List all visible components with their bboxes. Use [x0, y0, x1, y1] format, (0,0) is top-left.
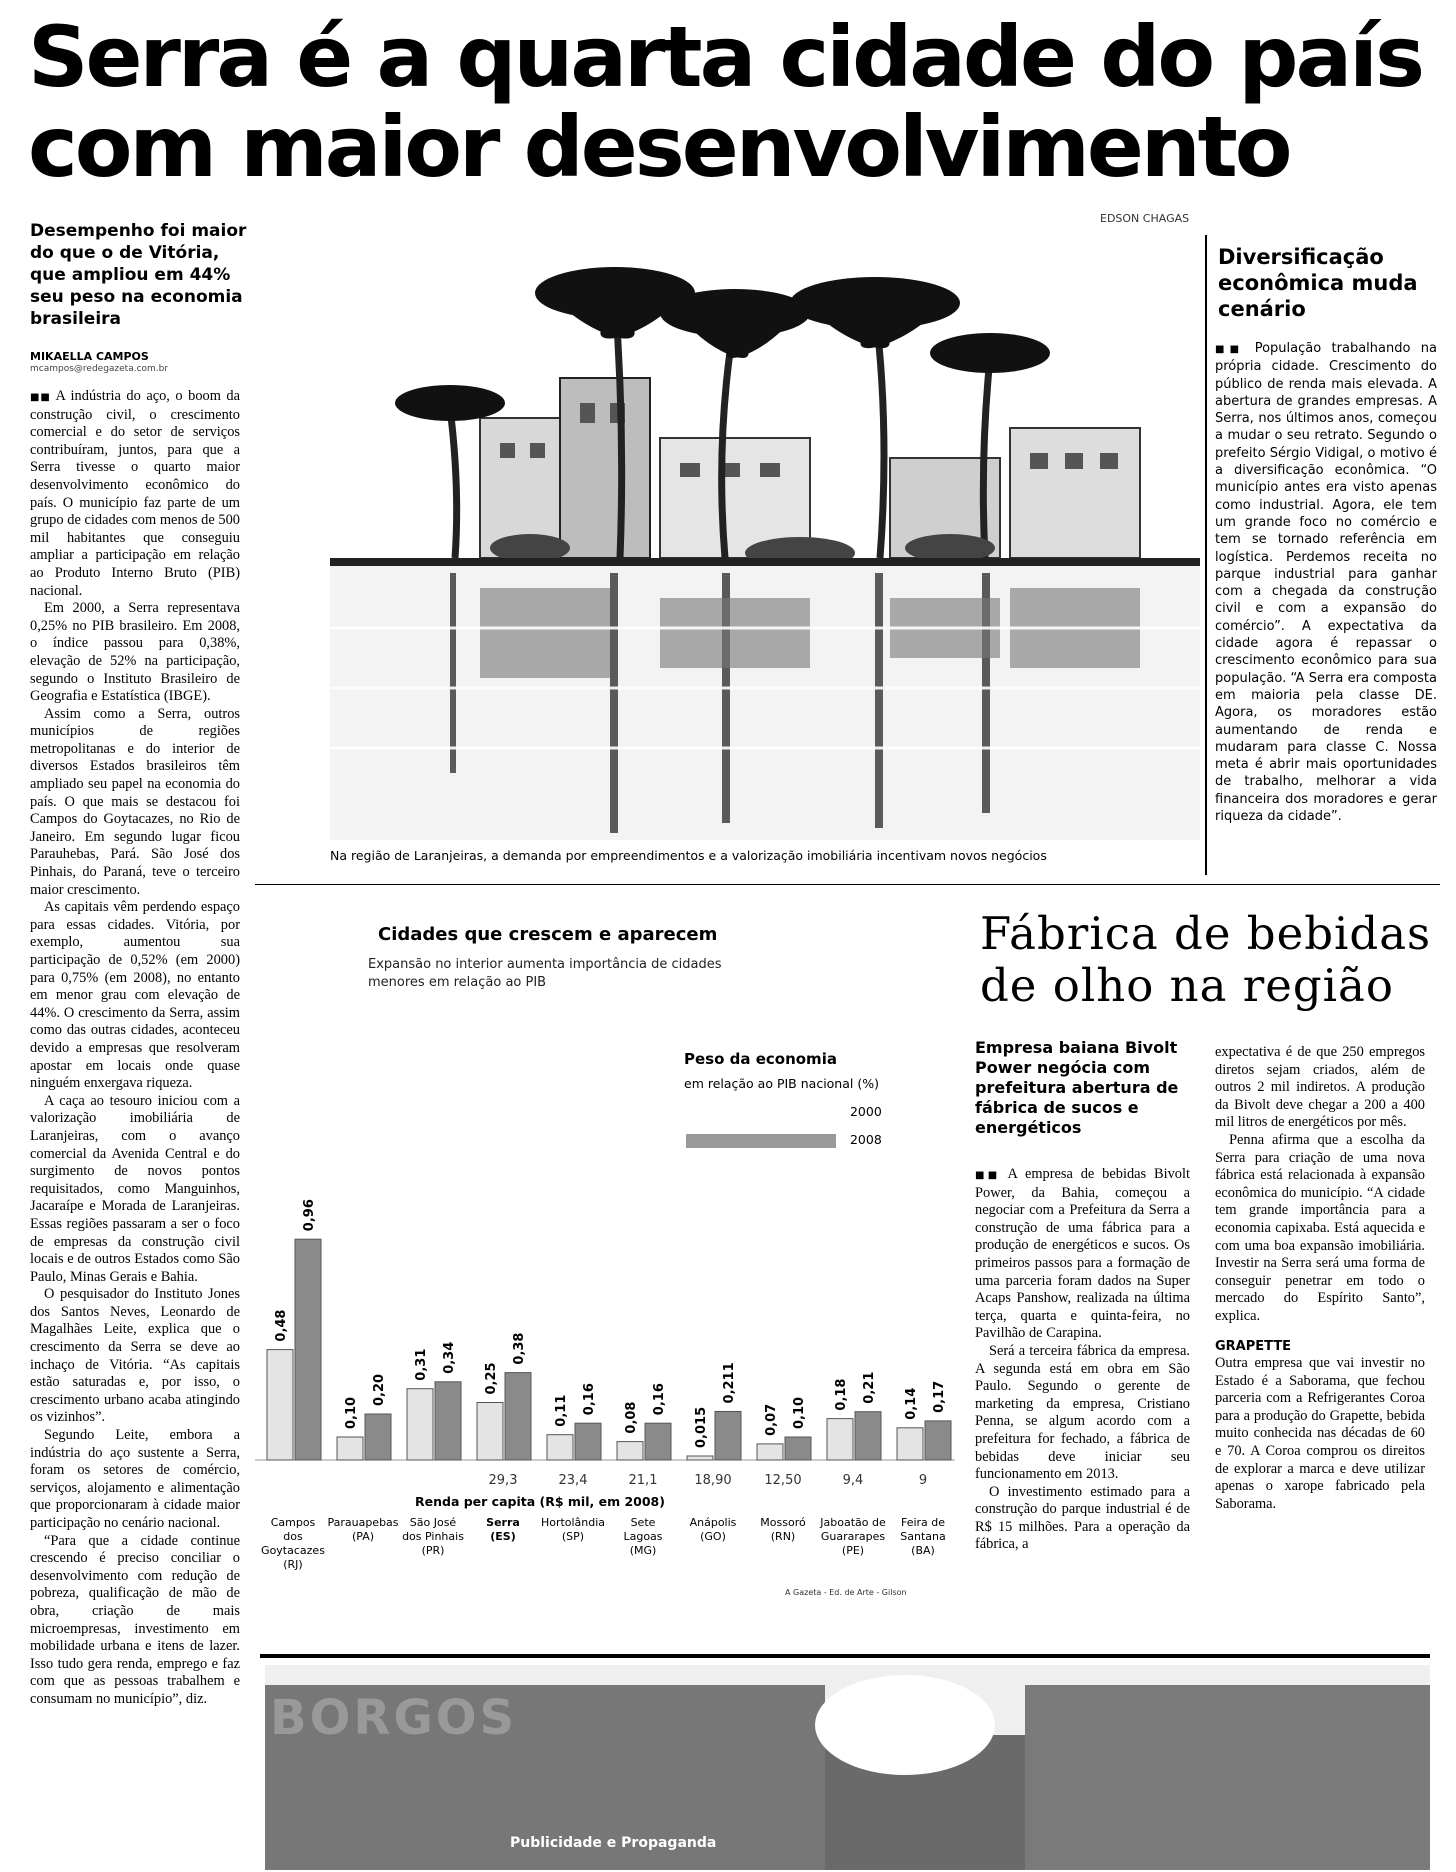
- category-label: (SP): [561, 1530, 585, 1543]
- bar-2008: [575, 1423, 601, 1460]
- category-label: (PA): [351, 1530, 375, 1543]
- bullet-icon: ■■: [30, 392, 51, 403]
- category-label: (RN): [770, 1530, 796, 1543]
- bar-2000: [687, 1456, 713, 1460]
- footer-rule: [260, 1654, 1430, 1658]
- renda-value: 29,3: [488, 1473, 518, 1488]
- renda-value: 9,4: [842, 1473, 864, 1488]
- category-label: Parauapebas: [327, 1516, 399, 1529]
- legend-subtitle: em relação ao PIB nacional (%): [684, 1076, 879, 1091]
- photo-credit: EDSON CHAGAS: [1100, 212, 1190, 225]
- article-paragraph: Será a terceira fábrica da empresa. A segunda está em obra em São Paulo. Segundo o gerente de marketing da empresa, Cristiano Penna, se algum acordo com a prefeitura for fechado, a fábrica de bebidas deve iniciar seu funcionamento em 2013.: [975, 1342, 1190, 1483]
- category-label: (RJ): [283, 1558, 303, 1571]
- footer-ad-tagline: Publicidade e Propaganda: [510, 1835, 717, 1851]
- sidebar-title: Diversificação econômica muda cenário: [1218, 245, 1418, 321]
- category-label: Lagoas: [623, 1530, 663, 1543]
- legend-title: Peso da economia: [684, 1050, 837, 1068]
- bar-value-label: 0,31: [414, 1348, 429, 1381]
- bar-value-label: 0,16: [652, 1383, 667, 1416]
- category-label: Feira de: [900, 1516, 946, 1529]
- article-paragraph: O investimento estimado para a construção do parque industrial é de R$ 15 milhões. Para a operação da fábrica, a: [975, 1483, 1190, 1553]
- category-label: (ES): [490, 1530, 516, 1543]
- bar-value-label: 0,07: [764, 1403, 779, 1436]
- category-label: Jaboatão de: [820, 1516, 886, 1529]
- article-paragraph: A caça ao tesouro iniciou com a valorização imobiliária de Laranjeiras, com o avanço comercial da Avenida Central e do surgimento de novos pontos requisitados, como Manguinhos, Jacaraípe e Morada de Laranjeiras. Essas regiões passaram a ser o foco de empresas da construção civil locais e de outros Estados como São Paulo, Minas Gerais e Bahia.: [30, 1092, 240, 1285]
- bar-2000: [407, 1389, 433, 1460]
- section-divider: [255, 884, 1440, 885]
- headline-line-1: Serra é a quarta cidade do país: [28, 8, 1422, 106]
- bar-2008: [295, 1239, 321, 1460]
- article-paragraph: Penna afirma que a escolha da Serra para criação de uma nova fábrica está relacionada à expansão econômica do município. “A cidade tem grande importância para a economia capixaba. Está aquecida e com uma boa expansão imobiliária. Investir na Serra será uma forma de conseguir penetrar em todo o mercado do Espírito Santo”, explica.: [1215, 1131, 1425, 1324]
- photo-laranjeiras: [330, 228, 1200, 840]
- sidebar-divider: [1205, 235, 1207, 875]
- category-label: Anápolis: [689, 1516, 737, 1529]
- bar-2000: [897, 1428, 923, 1460]
- bar-2000: [827, 1419, 853, 1460]
- chart-title: Cidades que crescem e aparecem: [378, 924, 718, 945]
- subhead-grapette: GRAPETTE: [1215, 1338, 1292, 1354]
- article-paragraph: Outra empresa que vai investir no Estado é a Saborama, que fechou parceria com a Refrigerantes Coroa para a produção do Grapette, bebida muito conhecida nas décadas de 60 e 70. A Coroa comprou os direitos de explorar a marca e deve utilizar apenas o xarope fabricado pela Saborama.: [1215, 1355, 1425, 1512]
- headline: [28, 8, 1428, 196]
- second-article-deck: Empresa baiana Bivolt Power negócia com prefeitura abertura de fábrica de sucos e energéticos: [975, 1038, 1179, 1137]
- article-paragraph: “Para que a cidade continue crescendo é preciso conciliar o desenvolvimento com redução de pobreza, qualificação de mão de obra, criação de mais microempresas, investimento em mobilidade urbana e itens de lazer. Isso tudo gera renda, emprego e faz com que as pessoas trabalhem e consumam no município”, diz.: [30, 1532, 240, 1707]
- bar-value-label: 0,10: [344, 1396, 359, 1429]
- bar-2000: [547, 1435, 573, 1460]
- bar-2008: [505, 1373, 531, 1460]
- category-label: Serra: [486, 1516, 520, 1529]
- bar-2008: [785, 1437, 811, 1460]
- bar-2000: [617, 1442, 643, 1460]
- bar-value-label: 0,96: [302, 1199, 317, 1232]
- bullet-icon: ■■: [1215, 344, 1245, 355]
- bar-2008: [365, 1414, 391, 1460]
- category-label: (GO): [700, 1530, 726, 1543]
- bar-value-label: 0,10: [792, 1396, 807, 1429]
- category-label: (MG): [629, 1544, 657, 1557]
- byline: MIKAELLA CAMPOS: [30, 350, 149, 363]
- bar-value-label: 0,14: [904, 1387, 919, 1420]
- bar-value-label: 0,38: [512, 1332, 527, 1365]
- bar-2008: [435, 1382, 461, 1460]
- article-paragraph: ■■ A empresa de bebidas Bivolt Power, da Bahia, começou a negociar com a Prefeitura da Serra a construção de uma fábrica para a produção de energéticos e sucos. Os primeiros passos para a formação de uma parceria foram dados na Super Acaps Panshow, realizada na última terça, quarta e quinta-feira, no Pavilhão de Carapina.: [975, 1166, 1190, 1342]
- bar-2000: [267, 1350, 293, 1460]
- article-paragraph: Segundo Leite, embora a indústria do aço sustente a Serra, foram os setores de comércio, serviços, alojamento e alimentação que proporcionaram à cidade maior participação no cenário nacional.: [30, 1427, 240, 1531]
- bar-2000: [477, 1403, 503, 1461]
- bar-value-label: 0,17: [932, 1380, 947, 1413]
- article-paragraph: expectativa é de que 250 empregos diretos sejam criados, além de outros 2 mil indiretos. A produção da Bivolt deve chegar a 200 a 400 mil litros de energéticos por mês.: [1215, 1044, 1425, 1131]
- bar-value-label: 0,015: [694, 1406, 709, 1448]
- bar-2008: [855, 1412, 881, 1460]
- bar-2008: [715, 1411, 741, 1460]
- bar-value-label: 0,18: [834, 1378, 849, 1411]
- category-label: dos Pinhais: [402, 1530, 464, 1543]
- bar-value-label: 0,16: [582, 1383, 597, 1416]
- bar-value-label: 0,21: [862, 1371, 877, 1404]
- bar-2008: [925, 1421, 951, 1460]
- category-label: Goytacazes: [261, 1544, 325, 1557]
- bar-2008: [645, 1423, 671, 1460]
- article-paragraph: ■■ A indústria do aço, o boom da construção civil, o crescimento comercial e do setor de serviços contribuíram, juntos, para que a Serra tivesse o quarto maior desenvolvimento econômico do país. O município faz parte de um grupo de cidades com menos de 500 mil habitantes que conseguiu ampliar a participação em relação ao Produto Interno Bruto (PIB) nacional.: [30, 388, 240, 599]
- renda-value: 12,50: [764, 1473, 802, 1488]
- category-label: (PR): [421, 1544, 445, 1557]
- bar-value-label: 0,11: [554, 1394, 569, 1427]
- chart-canvas: [255, 900, 955, 1600]
- chart-source: A Gazeta - Ed. de Arte - Gilson: [785, 1588, 907, 1597]
- bar-value-label: 0,25: [484, 1362, 499, 1395]
- category-label: São José: [409, 1516, 457, 1529]
- legend-entry-2008: 2008: [686, 1132, 882, 1148]
- bar-value-label: 0,48: [274, 1309, 289, 1342]
- category-label: Hortolândia: [540, 1516, 606, 1529]
- category-label: Campos: [270, 1516, 316, 1529]
- article-paragraph: O pesquisador do Instituto Jones dos Santos Neves, Leonardo de Magalhães Leite, explica que o crescimento da Serra se deve ao inchaço de Vitória. “As capitais estão saturadas e, por isso, o crescimento urbano acaba atingindo os vizinhos”.: [30, 1286, 240, 1426]
- renda-value: 18,90: [694, 1473, 732, 1488]
- second-article-col1: [975, 1166, 1190, 1554]
- byline-email[interactable]: mcampos@redegazeta.com.br: [30, 364, 169, 374]
- article-deck: Desempenho foi maior do que o de Vitória, que ampliou em 44% seu peso na economia brasileira: [30, 221, 247, 329]
- category-label: dos: [283, 1530, 303, 1543]
- category-label: Guararapes: [820, 1530, 886, 1543]
- bar-2000: [337, 1437, 363, 1460]
- category-label: Santana: [900, 1530, 946, 1543]
- renda-axis-label: Renda per capita (R$ mil, em 2008): [415, 1494, 665, 1509]
- sidebar-body: ■■ População trabalhando na própria cidade. Crescimento do público de renda mais elevada. A abertura de grandes empresas. A Serra, nos últimos anos, começou a mudar o seu retrato. Segundo o prefeito Sérgio Vidigal, o motivo é a diversificação econômica. “O município antes era visto apenas como industrial. Agora, ele tem um grande foco no comércio e tem se tornado referência em logística. Perdemos receita no parque industrial para ganhar com a chegada da construção civil e com a expansão do comércio”. A expectativa da cidade agora é repassar o crescimento econômico para sua população. “A Serra era composta em maioria pela classe DE. Agora, os moradores estão aumentando de renda e mudaram para classe C. Nossa meta é abrir mais oportunidades de trabalho, melhorar a vida financeira dos moradores e gerar riqueza da cidade”.: [1215, 341, 1437, 825]
- category-label: Sete: [630, 1516, 656, 1529]
- bar-value-label: 0,20: [372, 1373, 387, 1406]
- bar-value-label: 0,34: [442, 1341, 457, 1374]
- article-paragraph: Em 2000, a Serra representava 0,25% no PIB brasileiro. Em 2008, o índice passou para 0,38%, elevação de 52% na participação, segundo o Instituto Brasileiro de Geografia e Estatística (IBGE).: [30, 600, 240, 705]
- category-label: (PE): [841, 1544, 865, 1557]
- legend-entry-2000: 2000: [849, 1104, 882, 1119]
- second-article-col2: [1215, 1044, 1425, 1513]
- article-paragraph: As capitais vêm perdendo espaço para essas cidades. Vitória, por exemplo, aumentou sua participação de 0,52% (em 2000) para 0,75% (em 2008), no entanto em menor grau com elevação de 44%. O crescimento da Serra, assim como das outras cidades, aconteceu devido a empresas que resolveram apostar em locais onde quase ninguém enxergava riqueza.: [30, 899, 240, 1092]
- bullet-icon: ■■: [975, 1170, 1001, 1181]
- bar-2000: [757, 1444, 783, 1460]
- category-label: (BA): [911, 1544, 935, 1557]
- footer-ad-brand: BORGOS: [270, 1690, 518, 1746]
- renda-value: 21,1: [628, 1473, 658, 1488]
- main-article-body: [30, 388, 240, 1709]
- headline-line-2: com maior desenvolvimento: [28, 98, 1290, 196]
- bar-value-label: 0,211: [722, 1362, 737, 1404]
- chart-subtitle: Expansão no interior aumenta importância de cidades menores em relação ao PIB: [368, 957, 722, 990]
- bar-value-label: 0,08: [624, 1401, 639, 1434]
- renda-value: 23,4: [558, 1473, 588, 1488]
- second-article-headline: Fábrica de bebidas de olho na região: [980, 907, 1432, 1012]
- photo-caption: Na região de Laranjeiras, a demanda por empreendimentos e a valorização imobiliária incentivam novos negócios: [330, 848, 1047, 863]
- renda-value: 9: [918, 1473, 928, 1488]
- article-paragraph: Assim como a Serra, outros municípios de regiões metropolitanas e do interior de diversos Estados brasileiros têm ampliado seu papel na economia do país. O que mais se destacou foi Campos do Goytacazes, no Rio de Janeiro. Em segundo lugar ficou Parauhebas, Pará. São José dos Pinhais, do Paraná, teve o terceiro maior crescimento.: [30, 705, 240, 898]
- category-label: Mossoró: [760, 1516, 806, 1529]
